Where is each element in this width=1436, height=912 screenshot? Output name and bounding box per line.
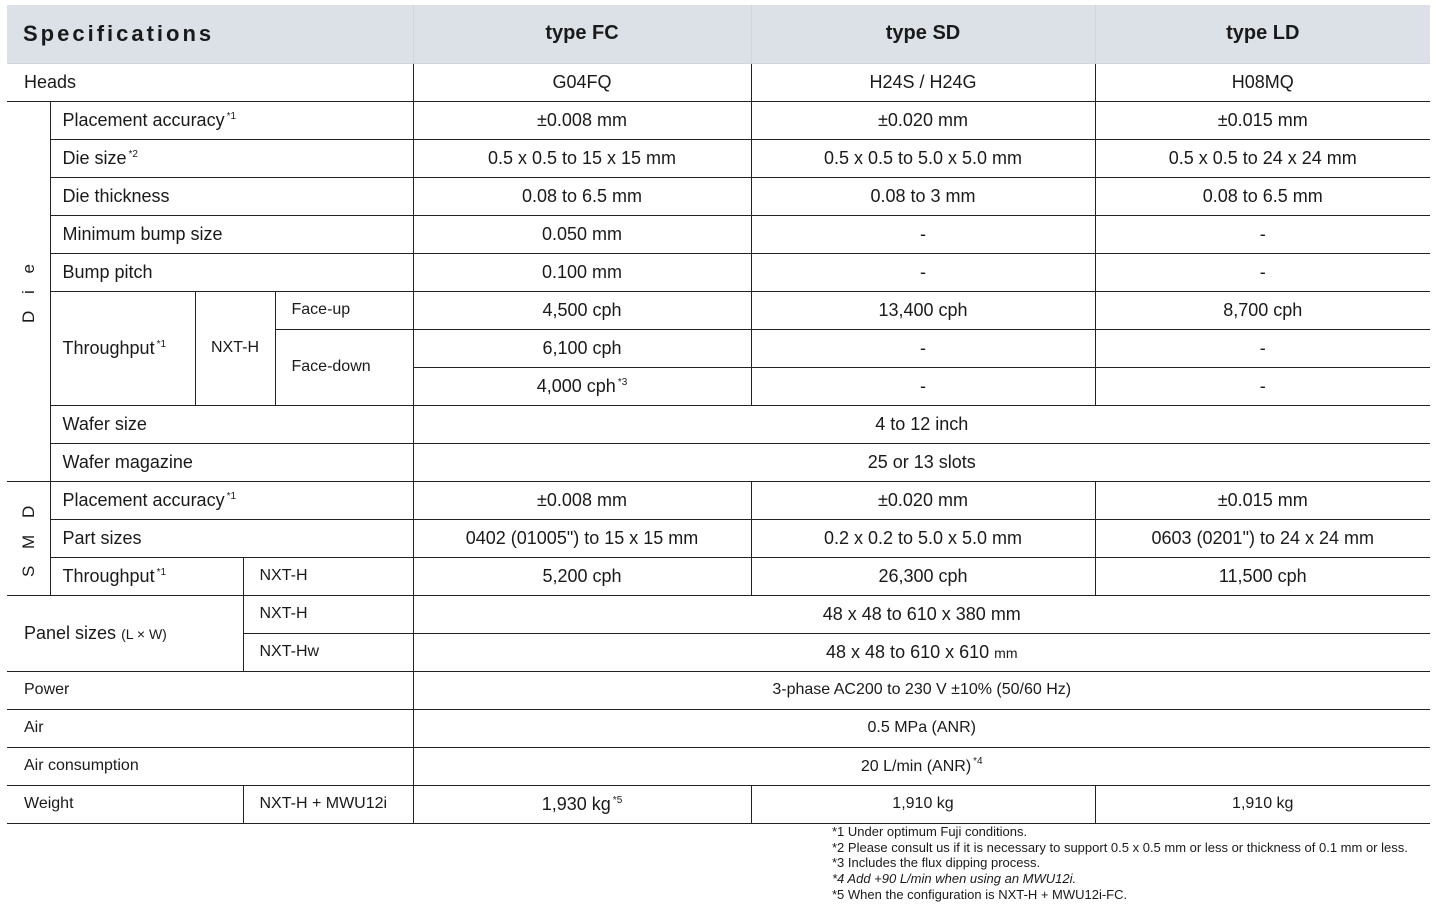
header-row [7, 5, 1430, 63]
smd-placement-accuracy-fc: ±0.008 mm [413, 481, 751, 519]
specifications-table [7, 5, 1430, 824]
min-bump-row [7, 215, 1430, 253]
die-size-ld: 0.5 x 0.5 to 24 x 24 mm [1095, 139, 1430, 177]
footnote-5: *5 When the configuration is NXT-H + MWU12i-FC. [832, 886, 1128, 902]
part-sizes-label: Part sizes [50, 519, 413, 557]
die-group-label: D i e [7, 101, 50, 481]
air-label: Air [7, 709, 413, 747]
wafer-size-row [7, 405, 1430, 443]
die-thickness-ld: 0.08 to 6.5 mm [1095, 177, 1430, 215]
footnotes [832, 824, 1408, 903]
air-consumption-value: 20 L/min (ANR) $^{*4}$ [413, 747, 1430, 785]
face-up-ld: 8,700 cph [1095, 291, 1430, 329]
die-thickness-fc: 0.08 to 6.5 mm [413, 177, 751, 215]
die-placement-accuracy-sd: ±0.020 mm [751, 101, 1095, 139]
smd-placement-accuracy-label: Placement accuracy $^{*1}$ [50, 481, 413, 519]
die-throughput-machine: NXT-H [195, 291, 275, 405]
smd-placement-accuracy-ld: ±0.015 mm [1095, 481, 1430, 519]
air-row [7, 709, 1430, 747]
panel-nxt-hw-machine: NXT-Hw [243, 633, 413, 671]
die-throughput-face-up-row [7, 291, 1430, 329]
die-placement-accuracy-ld: ±0.015 mm [1095, 101, 1430, 139]
wafer-size-value: 4 to 12 inch [413, 405, 1430, 443]
face-down-label: Face-down [275, 329, 413, 405]
wafer-magazine-label: Wafer magazine [50, 443, 413, 481]
footnote-1: *1 Under optimum Fuji conditions. [832, 824, 1028, 839]
flux-ld: - [1095, 367, 1430, 405]
heads-ld: H08MQ [1095, 63, 1430, 101]
wafer-size-label: Wafer size [50, 405, 413, 443]
face-down-ld: - [1095, 329, 1430, 367]
column-header-type-ld: type LD [1095, 5, 1430, 63]
footnote-4: *4 Add +90 L/min when using an MWU12i. [832, 871, 1077, 887]
power-value: 3-phase AC200 to 230 V ±10% (50/60 Hz) [413, 671, 1430, 709]
weight-sd: 1,910 kg [751, 785, 1095, 823]
smd-throughput-fc: 5,200 cph [413, 557, 751, 595]
flux-fc: 4,000 cph $^{*3}$ [413, 367, 751, 405]
part-sizes-sd: 0.2 x 0.2 to 5.0 x 5.0 mm [751, 519, 1095, 557]
weight-ld: 1,910 kg [1095, 785, 1430, 823]
panel-nxt-hw-value: 48 x 48 to 610 x 610 mm [413, 633, 1430, 671]
bump-pitch-ld: - [1095, 253, 1430, 291]
wafer-magazine-value: 25 or 13 slots [413, 443, 1430, 481]
die-placement-accuracy-row [7, 101, 1430, 139]
weight-fc: 1,930 kg $^{*5}$ [413, 785, 751, 823]
min-bump-sd: - [751, 215, 1095, 253]
bump-pitch-sd: - [751, 253, 1095, 291]
die-size-row [7, 139, 1430, 177]
part-sizes-ld: 0603 (0201") to 24 x 24 mm [1095, 519, 1430, 557]
die-thickness-row [7, 177, 1430, 215]
column-header-type-sd: type SD [751, 5, 1095, 63]
column-header-type-fc: type FC [413, 5, 751, 63]
panel-sizes-label: Panel sizes (L × W) [7, 595, 243, 671]
smd-placement-accuracy-row [7, 481, 1430, 519]
face-up-fc: 4,500 cph [413, 291, 751, 329]
smd-throughput-label: Throughput $^{*1}$ [50, 557, 243, 595]
die-size-label: Die size $^{*2}$ [50, 139, 413, 177]
die-placement-accuracy-label: Placement accuracy $^{*1}$ [50, 101, 413, 139]
die-size-fc: 0.5 x 0.5 to 15 x 15 mm [413, 139, 751, 177]
panel-nxt-h-row [7, 595, 1430, 633]
panel-nxt-h-machine: NXT-H [243, 595, 413, 633]
die-size-sd: 0.5 x 0.5 to 5.0 x 5.0 mm [751, 139, 1095, 177]
smd-group-label: S M D [7, 481, 50, 595]
min-bump-fc: 0.050 mm [413, 215, 751, 253]
flux-sd: - [751, 367, 1095, 405]
part-sizes-row [7, 519, 1430, 557]
smd-throughput-row [7, 557, 1430, 595]
heads-row [7, 63, 1430, 101]
specifications-table-container [7, 5, 1430, 824]
wafer-magazine-row [7, 443, 1430, 481]
face-up-label: Face-up [275, 291, 413, 329]
smd-throughput-sd: 26,300 cph [751, 557, 1095, 595]
air-consumption-label: Air consumption [7, 747, 413, 785]
heads-fc: G04FQ [413, 63, 751, 101]
heads-sd: H24S / H24G [751, 63, 1095, 101]
bump-pitch-label: Bump pitch [50, 253, 413, 291]
min-bump-label: Minimum bump size [50, 215, 413, 253]
heads-label: Heads [7, 63, 413, 101]
die-thickness-label: Die thickness [50, 177, 413, 215]
min-bump-ld: - [1095, 215, 1430, 253]
bump-pitch-row [7, 253, 1430, 291]
power-label: Power [7, 671, 413, 709]
power-row [7, 671, 1430, 709]
footnote-3: *3 Includes the flux dipping process. [832, 855, 1041, 871]
part-sizes-fc: 0402 (01005") to 15 x 15 mm [413, 519, 751, 557]
bump-pitch-fc: 0.100 mm [413, 253, 751, 291]
table-title: Specifications [7, 5, 413, 63]
smd-placement-accuracy-sd: ±0.020 mm [751, 481, 1095, 519]
weight-row [7, 785, 1430, 823]
air-consumption-row [7, 747, 1430, 785]
face-up-sd: 13,400 cph [751, 291, 1095, 329]
footnote-2: *2 Please consult us if it is necessary to support 0.5 x 0.5 mm or less or thickness of 0.1 mm or less. [832, 839, 1408, 855]
weight-config: NXT-H + MWU12i [243, 785, 413, 823]
weight-label: Weight [7, 785, 243, 823]
smd-throughput-ld: 11,500 cph [1095, 557, 1430, 595]
die-placement-accuracy-fc: ±0.008 mm [413, 101, 751, 139]
face-down-sd: - [751, 329, 1095, 367]
smd-throughput-machine: NXT-H [243, 557, 413, 595]
die-thickness-sd: 0.08 to 3 mm [751, 177, 1095, 215]
die-throughput-label: Throughput $^{*1}$ [50, 291, 195, 405]
air-value: 0.5 MPa (ANR) [413, 709, 1430, 747]
panel-nxt-h-value: 48 x 48 to 610 x 380 mm [413, 595, 1430, 633]
face-down-fc: 6,100 cph [413, 329, 751, 367]
